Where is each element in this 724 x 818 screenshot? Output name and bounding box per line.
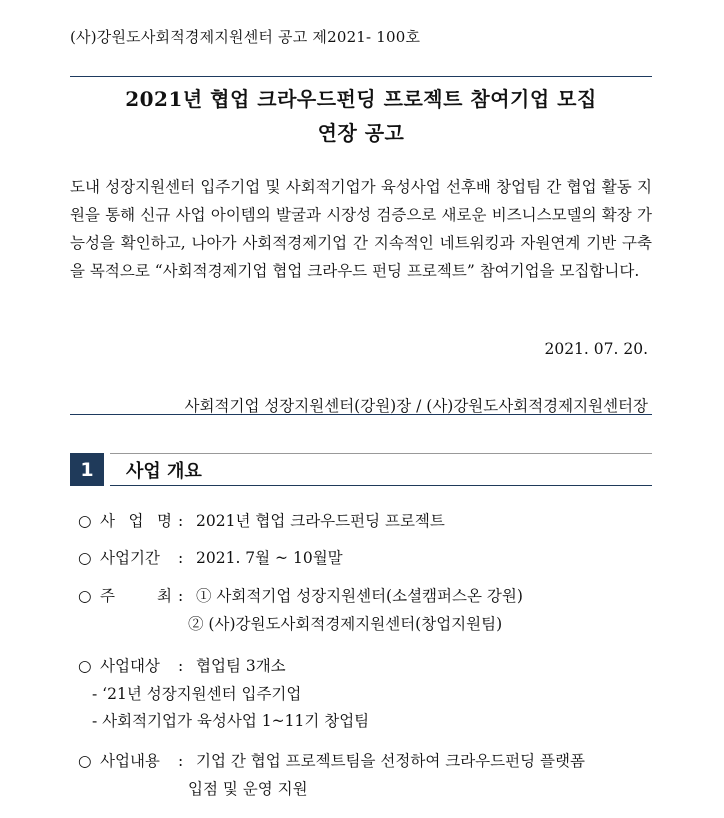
item-content-second: 입점 및 운영 지원 (188, 780, 308, 798)
signer: 사회적기업 성장지원센터(강원)장 / (사)강원도사회적경제지원센터장 (184, 397, 648, 415)
section-top-line (110, 453, 652, 454)
item-value: 협업팀 3개소 (196, 657, 286, 675)
title-top-rule (70, 76, 652, 77)
item-target-sub-1: - ‘21년 성장지원센터 입주기업 (92, 685, 302, 703)
item-label: 사 업 명 (100, 512, 172, 530)
item-host-second: ② (사)강원도사회적경제지원센터(창업지원팀) (188, 615, 503, 633)
section-title: 사업 개요 (126, 461, 202, 482)
circle-bullet-icon: ○ (78, 752, 92, 770)
circle-bullet-icon: ○ (78, 549, 92, 567)
notice-date: 2021. 07. 20. (544, 340, 648, 358)
intro-paragraph: 도내 성장지원센터 입주기업 및 사회적기업가 육성사업 선후배 창업팀 간 협업 활동 지원을 통해 신규 사업 아이템의 발굴과 시장성 검증으로 새로운 비즈니스모델의 확장 가능성을 확인하고, 나아가 사회적경제기업 간 지속적인 네트워킹과 자원연계 기반 구축을 목적으로 “사회적경제기업 협업 크라우드 펀딩 프로젝트” 참여기업을 모집합니다. (70, 178, 652, 280)
circle-bullet-icon: ○ (78, 587, 92, 605)
item-label: 사업내용 (100, 752, 160, 770)
item-label: 사업기간 (100, 549, 160, 567)
section-header (70, 453, 652, 486)
signer-underline (70, 414, 652, 415)
item-business-period: ○ 사업기간 : 2021. 7월 ~ 10월말 (78, 546, 343, 568)
item-value: 기업 간 협업 프로젝트팀을 선정하여 크라우드펀딩 플랫폼 (196, 752, 585, 770)
item-label: 사업대상 (100, 657, 160, 675)
item-label: 주 최 (100, 587, 172, 605)
item-business-name: ○ 사 업 명 : 2021년 협업 크라우드펀딩 프로젝트 (78, 509, 445, 531)
document-title: 2021년 협업 크라우드펀딩 프로젝트 참여기업 모집 (125, 87, 597, 111)
item-host: ○ 주 최 : ① 사회적기업 성장지원센터(소셜캠퍼스온 강원) (78, 584, 523, 606)
item-content: ○ 사업내용 : 기업 간 협업 프로젝트팀을 선정하여 크라우드펀딩 플랫폼 (78, 749, 585, 771)
circle-bullet-icon: ○ (78, 512, 92, 530)
item-target: ○ 사업대상 : 협업팀 3개소 (78, 654, 286, 676)
section-number-badge: 1 (70, 453, 104, 486)
section-bottom-line (110, 485, 652, 486)
item-value: ① 사회적기업 성장지원센터(소셜캠퍼스온 강원) (196, 587, 523, 605)
item-target-sub-2: - 사회적기업가 육성사업 1~11기 창업팀 (92, 712, 370, 730)
document-subtitle: 연장 공고 (317, 121, 405, 145)
item-value: 2021년 협업 크라우드펀딩 프로젝트 (196, 512, 445, 530)
circle-bullet-icon: ○ (78, 657, 92, 675)
notice-number: (사)강원도사회적경제지원센터 공고 제2021- 100호 (70, 28, 421, 46)
item-value: 2021. 7월 ~ 10월말 (196, 549, 343, 567)
